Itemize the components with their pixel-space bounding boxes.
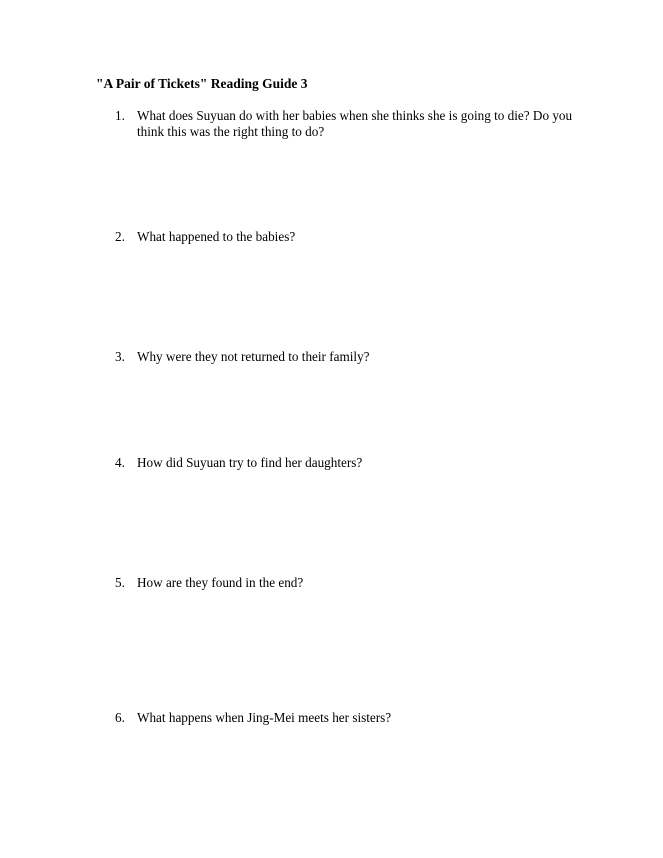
question-text: What happens when Jing-Mei meets her sisters? bbox=[137, 710, 392, 725]
question-number: 1. bbox=[115, 108, 125, 123]
question-number: 2. bbox=[115, 229, 125, 244]
question-number: 5. bbox=[115, 575, 125, 590]
question-number: 4. bbox=[115, 455, 125, 470]
question-text: What happened to the babies? bbox=[137, 229, 296, 244]
question-text: What does Suyuan do with her babies when she thinks she is going to die? Do you think this was the right thing to do? bbox=[137, 108, 573, 139]
question-item bbox=[96, 108, 576, 140]
question-text: How did Suyuan try to find her daughters? bbox=[137, 455, 363, 470]
question-item bbox=[96, 710, 576, 726]
question-item bbox=[96, 575, 576, 591]
question-number: 6. bbox=[115, 710, 125, 725]
page-title: "A Pair of Tickets" Reading Guide 3 bbox=[96, 76, 308, 91]
question-number: 3. bbox=[115, 349, 125, 364]
question-text: Why were they not returned to their family? bbox=[137, 349, 370, 364]
question-text: How are they found in the end? bbox=[137, 575, 304, 590]
question-item bbox=[96, 455, 576, 471]
question-item bbox=[96, 349, 576, 365]
question-item bbox=[96, 229, 576, 245]
